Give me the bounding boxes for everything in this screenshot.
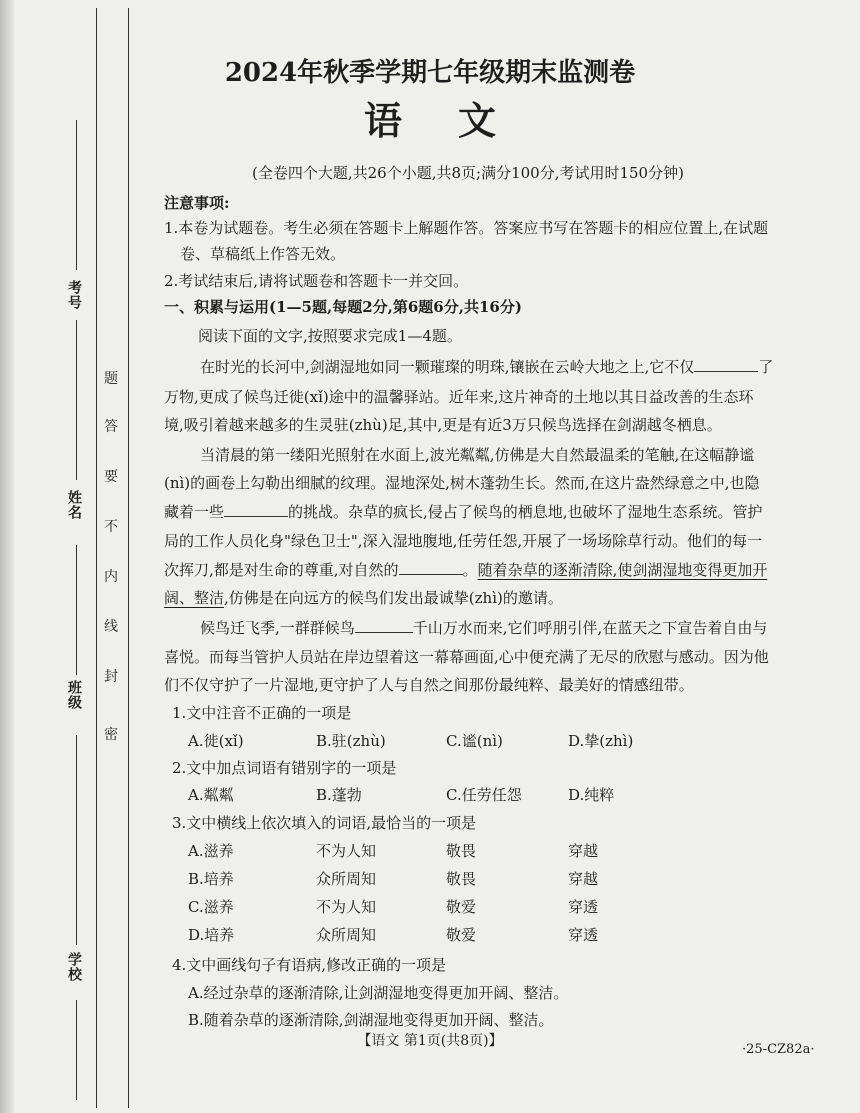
fill-blank-2 bbox=[224, 503, 288, 517]
note-1-line-1: 1.本卷为试题卷。考生必须在答题卡上解题作答。答案应书写在答题卡的相应位置上,在试题 bbox=[164, 219, 769, 237]
q2-option-b: B.蓬勃 bbox=[316, 786, 362, 804]
school-blank bbox=[76, 1000, 77, 1100]
note-2: 2.考试结束后,请将试题卷和答题卡一并交回。 bbox=[164, 272, 469, 290]
seal-char-mi: 密 bbox=[104, 727, 118, 743]
seal-char-nei: 内 bbox=[104, 569, 118, 585]
name-blank-upper bbox=[76, 320, 77, 480]
passage-line bbox=[164, 559, 767, 580]
q3-c-word-2: 不为人知 bbox=[316, 898, 377, 916]
exam-number-label: 考号 bbox=[66, 280, 82, 310]
question-4: 4.文中画线句子有语病,修改正确的一项是 bbox=[172, 956, 447, 974]
q3-d-word-3: 敬爱 bbox=[446, 926, 477, 944]
page-footer: 【语文 第1页(共8页)】 bbox=[357, 1033, 503, 1049]
binding-line-inner bbox=[128, 8, 129, 1108]
underlined-sentence-end: 阔、整洁 bbox=[164, 589, 225, 607]
page-edge-shadow bbox=[0, 0, 14, 1113]
passage-line bbox=[200, 617, 767, 638]
q4-option-a: A.经过杂草的逐渐清除,让剑湖湿地变得更加开阔、整洁。 bbox=[188, 984, 569, 1002]
passage-line bbox=[200, 356, 773, 377]
passage-text: 。 bbox=[462, 561, 478, 579]
exam-info: (全卷四个大题,共26个小题,共8页;满分100分,考试用时150分钟) bbox=[252, 164, 684, 182]
class-label: 班级 bbox=[66, 680, 82, 710]
q1-option-d: D.挚(zhì) bbox=[568, 732, 634, 750]
section-1-heading: 一、积累与运用(1—5题,每题2分,第6题6分,共16分) bbox=[164, 298, 522, 316]
notes-heading: 注意事项: bbox=[164, 194, 230, 212]
passage-line: 境,吸引着越来越多的生灵驻(zhù)足,其中,更是有近3万只候鸟选择在剑湖越冬栖息。 bbox=[164, 416, 722, 434]
q3-c-word-4: 穿透 bbox=[568, 898, 599, 916]
fill-blank-1 bbox=[694, 358, 758, 372]
seal-char-xian: 线 bbox=[104, 619, 118, 635]
passage-line: 当清晨的第一缕阳光照射在水面上,波光粼粼,仿佛是大自然最温柔的笔触,在这幅静谧 bbox=[200, 446, 755, 464]
school-label: 学校 bbox=[66, 952, 82, 982]
passage-line: 喜悦。而每当管护人员站在岸边望着这一幕幕画面,心中便充满了无尽的欣慰与感动。因为他 bbox=[164, 648, 769, 666]
seal-char-bu: 不 bbox=[104, 519, 118, 535]
q3-b-word-1: B.培养 bbox=[188, 870, 234, 888]
passage-text: 在时光的长河中,剑湖湿地如同一颗璀璨的明珠,镶嵌在云岭大地之上,它不仅 bbox=[200, 358, 695, 376]
q3-a-word-3: 敬畏 bbox=[446, 842, 477, 860]
binding-line-outer bbox=[96, 8, 97, 1108]
subject-title: 语文 bbox=[363, 98, 552, 143]
passage-text: 千山万水而来,它们呼朋引伴,在蓝天之下宣告着自由与 bbox=[412, 619, 768, 637]
passage-line: 们不仅守护了一片湿地,更守护了人与自然之间那份最纯粹、最美好的情感纽带。 bbox=[164, 676, 694, 694]
passage-text: 的挑战。杂草的疯长,侵占了候鸟的栖息地,也破坏了湿地生态系统。管护 bbox=[288, 503, 763, 521]
q4-option-b: B.随着杂草的逐渐清除,剑湖湿地变得更加开阔、整洁。 bbox=[188, 1011, 554, 1029]
fill-blank-4 bbox=[355, 619, 413, 633]
q3-d-word-1: D.培养 bbox=[188, 926, 235, 944]
exam-title: 2024年秋季学期七年级期末监测卷 bbox=[224, 58, 636, 88]
q2-option-d: D.纯粹 bbox=[568, 786, 615, 804]
name-label: 姓名 bbox=[66, 490, 82, 520]
underlined-sentence: 随着杂草的逐渐清除,使剑湖湿地变得更加开 bbox=[477, 561, 768, 579]
seal-char-feng: 封 bbox=[104, 669, 118, 685]
passage-line bbox=[164, 587, 563, 608]
passage-text: 次挥刀,都是对生命的尊重,对自然的 bbox=[164, 561, 399, 579]
q3-a-word-1: A.滋养 bbox=[188, 842, 234, 860]
seal-char-yao: 要 bbox=[104, 469, 118, 485]
passage-line bbox=[164, 501, 763, 522]
section-1-instruction: 阅读下面的文字,按照要求完成1—4题。 bbox=[198, 327, 462, 345]
q3-c-word-1: C.滋养 bbox=[188, 898, 234, 916]
q3-a-word-2: 不为人知 bbox=[316, 842, 377, 860]
name-blank bbox=[76, 545, 77, 675]
q3-b-word-2: 众所周知 bbox=[316, 870, 377, 888]
q3-c-word-3: 敬爱 bbox=[446, 898, 477, 916]
q1-option-a: A.徙(xǐ) bbox=[188, 732, 244, 750]
q3-a-word-4: 穿越 bbox=[568, 842, 599, 860]
passage-line: (nì)的画卷上勾勒出细腻的纹理。湿地深处,树木蓬勃生长。然而,在这片盎然绿意之中,也隐 bbox=[164, 474, 760, 492]
q2-option-a: A.粼粼 bbox=[188, 786, 234, 804]
passage-text: 藏着一些 bbox=[164, 503, 225, 521]
q3-d-word-4: 穿透 bbox=[568, 926, 599, 944]
passage-text: 候鸟迁飞季,一群群候鸟 bbox=[200, 619, 355, 637]
question-2: 2.文中加点词语有错别字的一项是 bbox=[172, 759, 397, 777]
note-1-line-2: 卷、草稿纸上作答无效。 bbox=[180, 245, 346, 263]
passage-line: 万物,更成了候鸟迁徙(xǐ)途中的温馨驿站。近年来,这片神奇的土地以其日益改善的生态环 bbox=[164, 388, 754, 406]
q2-option-c: C.任劳任怨 bbox=[446, 786, 522, 804]
question-3: 3.文中横线上依次填入的词语,最恰当的一项是 bbox=[172, 814, 477, 832]
q3-b-word-4: 穿越 bbox=[568, 870, 599, 888]
passage-text: 了 bbox=[758, 358, 774, 376]
q1-option-c: C.谧(nì) bbox=[446, 732, 503, 750]
class-blank bbox=[76, 735, 77, 945]
seal-char-da: 答 bbox=[104, 419, 118, 435]
paper-code: ·25-CZ82a· bbox=[742, 1042, 815, 1057]
q3-b-word-3: 敬畏 bbox=[446, 870, 477, 888]
question-1: 1.文中注音不正确的一项是 bbox=[172, 704, 352, 722]
seal-char-ti: 题 bbox=[104, 371, 118, 387]
passage-text: ,仿佛是在向远方的候鸟们发出最诚挚(zhì)的邀请。 bbox=[224, 589, 563, 607]
q1-option-b: B.驻(zhù) bbox=[316, 732, 386, 750]
passage-line: 局的工作人员化身"绿色卫士",深入湿地腹地,任劳任怨,开展了一场场除草行动。他们的每一 bbox=[164, 532, 763, 550]
q3-d-word-2: 众所周知 bbox=[316, 926, 377, 944]
fill-blank-3 bbox=[399, 561, 463, 575]
